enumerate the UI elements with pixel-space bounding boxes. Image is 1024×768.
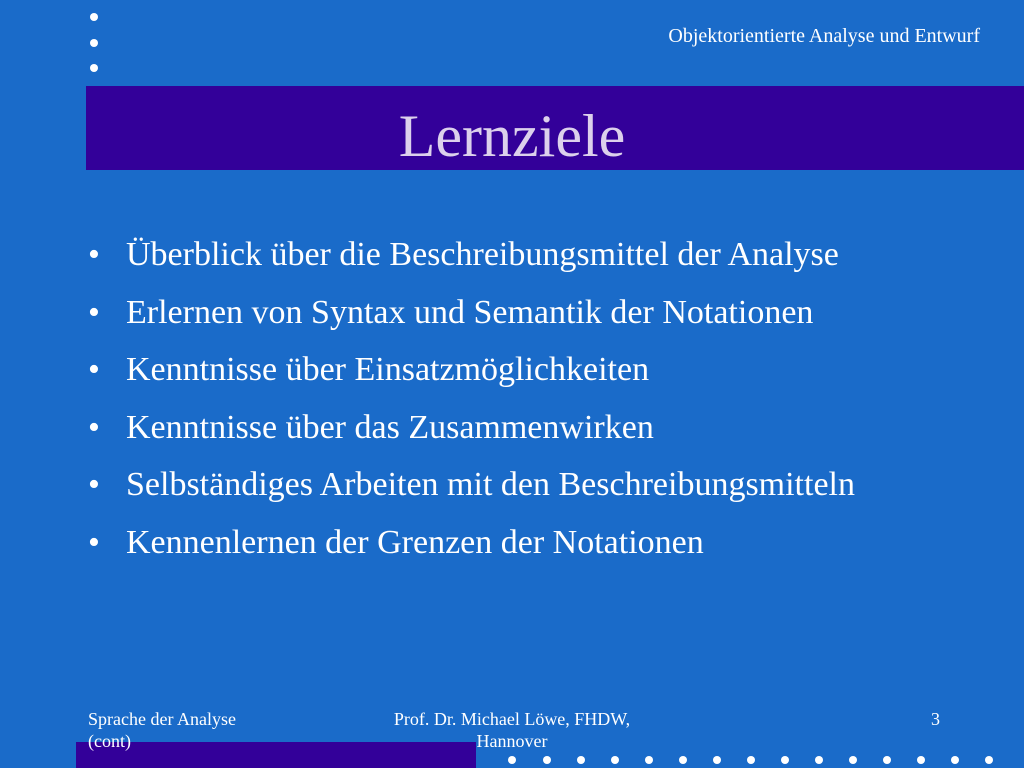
- bullet-text: Selbständiges Arbeiten mit den Beschreibungsmitteln: [126, 466, 855, 503]
- bullet-mark: •: [88, 351, 100, 388]
- bullet-list: [88, 226, 1008, 571]
- decorative-dot: [577, 756, 585, 764]
- decorative-dot: [781, 756, 789, 764]
- bullet-mark: •: [88, 408, 100, 446]
- decorative-dot: [951, 756, 959, 764]
- bullet-mark: •: [88, 236, 100, 273]
- bullet-text: Kenntnisse über das Zusammenwirken: [126, 408, 654, 446]
- footer-course-title: [88, 708, 288, 752]
- decorative-dot: [747, 756, 755, 764]
- bullet-item: [88, 399, 1008, 457]
- presentation-header: Objektorientierte Analyse und Entwurf: [668, 25, 980, 47]
- decorative-dot: [815, 756, 823, 764]
- bullet-text: Kenntnisse über Einsatzmöglichkeiten: [126, 351, 650, 388]
- decorative-dot: [90, 13, 98, 21]
- decorative-dot: [849, 756, 857, 764]
- decorative-dot: [90, 39, 98, 47]
- decorative-dot: [917, 756, 925, 764]
- footer-author: [370, 708, 654, 752]
- footer-course-line: Sprache der Analyse: [88, 709, 236, 729]
- decorative-dot: [679, 756, 687, 764]
- footer-author-line: Prof. Dr. Michael Löwe, FHDW,: [393, 709, 631, 729]
- bullet-item: [88, 226, 1008, 284]
- bullet-text: Kennenlernen der Grenzen der Notationen: [126, 523, 704, 561]
- footer-course-line: (cont): [88, 731, 131, 751]
- decorative-dot: [90, 64, 98, 72]
- bullet-mark: •: [88, 466, 100, 503]
- bullet-text: Erlernen von Syntax und Semantik der Notationen: [126, 293, 814, 331]
- bullet-item: [88, 456, 1008, 514]
- decorative-dot: [985, 756, 993, 764]
- bullet-text: Überblick über die Beschreibungsmittel der Analyse: [126, 236, 839, 273]
- bullet-mark: •: [88, 293, 100, 331]
- decorative-dot: [713, 756, 721, 764]
- footer-author-line: Hannover: [476, 731, 548, 751]
- slide-title: Lernziele: [398, 103, 626, 169]
- decorative-dot: [883, 756, 891, 764]
- bullet-item: [88, 341, 1008, 399]
- decorative-dot: [645, 756, 653, 764]
- bullet-item: [88, 284, 1008, 342]
- page-number: 3: [931, 709, 940, 729]
- decorative-dot: [611, 756, 619, 764]
- bullet-mark: •: [88, 523, 100, 561]
- decorative-dot: [543, 756, 551, 764]
- bullet-item: [88, 514, 1008, 572]
- decorative-dot: [508, 756, 516, 764]
